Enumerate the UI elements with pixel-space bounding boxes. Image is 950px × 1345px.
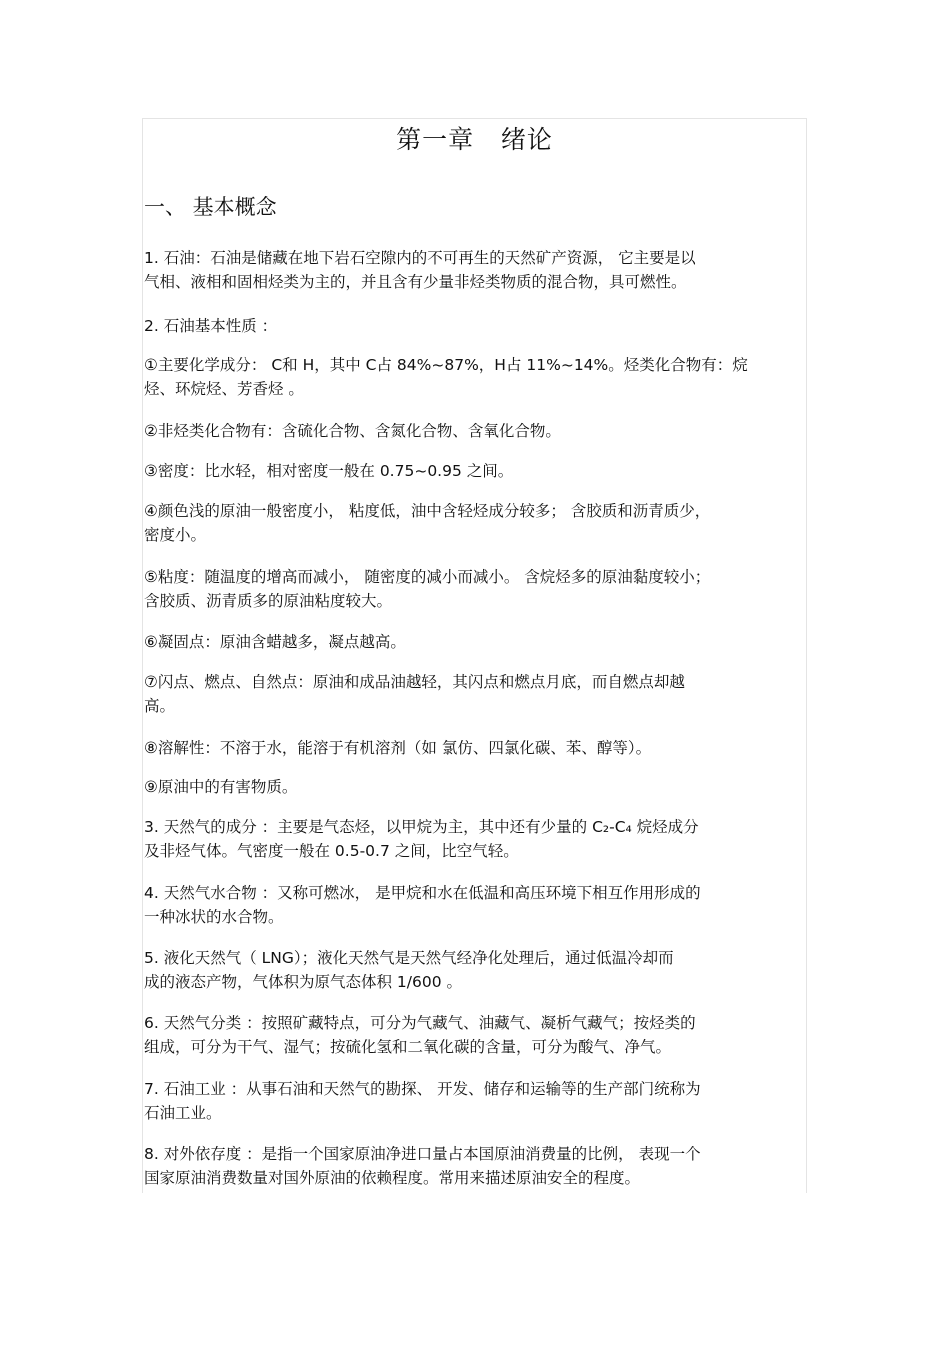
- paragraph-line: 成的液态产物，气体积为原气态体积 1/600 。: [144, 973, 463, 991]
- paragraph-line: ③密度：比水轻，相对密度一般在 0.75~0.95 之间。: [144, 462, 514, 480]
- paragraph-line: 2. 石油基本性质 ：: [144, 317, 278, 335]
- paragraph-property-2: [144, 419, 809, 443]
- paragraph-natural-gas-composition: [144, 815, 809, 863]
- paragraph-petroleum-industry: [144, 1077, 809, 1125]
- paragraph-line: 6. 天然气分类 ：按照矿藏特点，可分为气藏气、油藏气、凝析气藏气；按烃类的: [144, 1014, 696, 1032]
- paragraph-line: 气相、液相和固相烃类为主的，并且含有少量非烃类物质的混合物，具可燃性。: [144, 273, 687, 291]
- paragraph-line: 组成，可分为干气、湿气；按硫化氢和二氧化碳的含量，可分为酸气、净气。: [144, 1038, 672, 1056]
- paragraph-property-8: [144, 736, 809, 760]
- section-heading: 一、 基本概念: [144, 195, 277, 219]
- paragraph-line: ⑥凝固点：原油含蜡越多，凝点越高。: [144, 633, 406, 651]
- paragraph-gas-classification: [144, 1011, 809, 1059]
- paragraph-line: ④颜色浅的原油一般密度小， 粘度低，油中含轻烃成分较多； 含胶质和沥青质少，: [144, 502, 711, 520]
- paragraph-property-4: [144, 499, 809, 547]
- paragraph-line: ⑧溶解性：不溶于水，能溶于有机溶剂（如 氯仿、四氯化碳、苯、醇等）。: [144, 739, 652, 757]
- paragraph-line: 7. 石油工业 ：从事石油和天然气的勘探、 开发、储存和运输等的生产部门统称为: [144, 1080, 701, 1098]
- paragraph-line: 1. 石油：石油是储藏在地下岩石空隙内的不可再生的天然矿产资源， 它主要是以: [144, 249, 696, 267]
- paragraph-line: 石油工业。: [144, 1104, 222, 1122]
- paragraph-property-7: [144, 670, 809, 718]
- paragraph-line: 4. 天然气水合物 ：又称可燃冰， 是甲烷和水在低温和高压环境下相互作用形成的: [144, 884, 701, 902]
- paragraph-line: ①主要化学成分： C和 H，其中 C占 84%~87%，H占 11%~14%。烃类化合物有：烷: [144, 356, 748, 374]
- paragraph-line: 含胶质、沥青质多的原油粘度较大。: [144, 592, 393, 610]
- paragraph-line: 5. 液化天然气（ LNG）；液化天然气是天然气经净化处理后，通过低温冷却而: [144, 949, 674, 967]
- paragraph-property-9: [144, 775, 809, 799]
- paragraph-petroleum-properties: [144, 314, 809, 338]
- paragraph-line: ⑨原油中的有害物质。: [144, 778, 298, 796]
- paragraph-import-dependence: [144, 1142, 809, 1190]
- paragraph-line: 烃、环烷烃、芳香烃 。: [144, 380, 304, 398]
- chapter-title: 第一章 绪论: [396, 125, 553, 154]
- paragraph-line: 密度小。: [144, 526, 207, 544]
- paragraph-property-3: [144, 459, 809, 483]
- paragraph-line: ⑦闪点、燃点、自然点：原油和成品油越轻，其闪点和燃点月底，而自燃点却越: [144, 673, 685, 691]
- paragraph-line: 国家原油消费数量对国外原油的依赖程度。常用来描述原油安全的程度。: [144, 1169, 641, 1187]
- paragraph-lng: [144, 946, 809, 994]
- paragraph-property-1: [144, 353, 809, 401]
- paragraph-petroleum-definition: [144, 246, 809, 294]
- paragraph-line: ⑤粘度：随温度的增高而减小， 随密度的减小而减小。 含烷烃多的原油黏度较小；: [144, 568, 711, 586]
- paragraph-line: 3. 天然气的成分 ：主要是气态烃，以甲烷为主，其中还有少量的 C₂-C₄ 烷烃成分: [144, 818, 699, 836]
- paragraph-gas-hydrate: [144, 881, 809, 929]
- paragraph-property-5: [144, 565, 809, 613]
- paragraph-line: ②非烃类化合物有：含硫化合物、含氮化合物、含氧化合物。: [144, 422, 561, 440]
- paragraph-property-6: [144, 630, 809, 654]
- paragraph-line: 高。: [144, 697, 176, 715]
- paragraph-line: 8. 对外依存度 ：是指一个国家原油净进口量占本国原油消费量的比例， 表现一个: [144, 1145, 701, 1163]
- paragraph-line: 及非烃气体。气密度一般在 0.5-0.7 之间，比空气轻。: [144, 842, 519, 860]
- paragraph-line: 一种冰状的水合物。: [144, 908, 284, 926]
